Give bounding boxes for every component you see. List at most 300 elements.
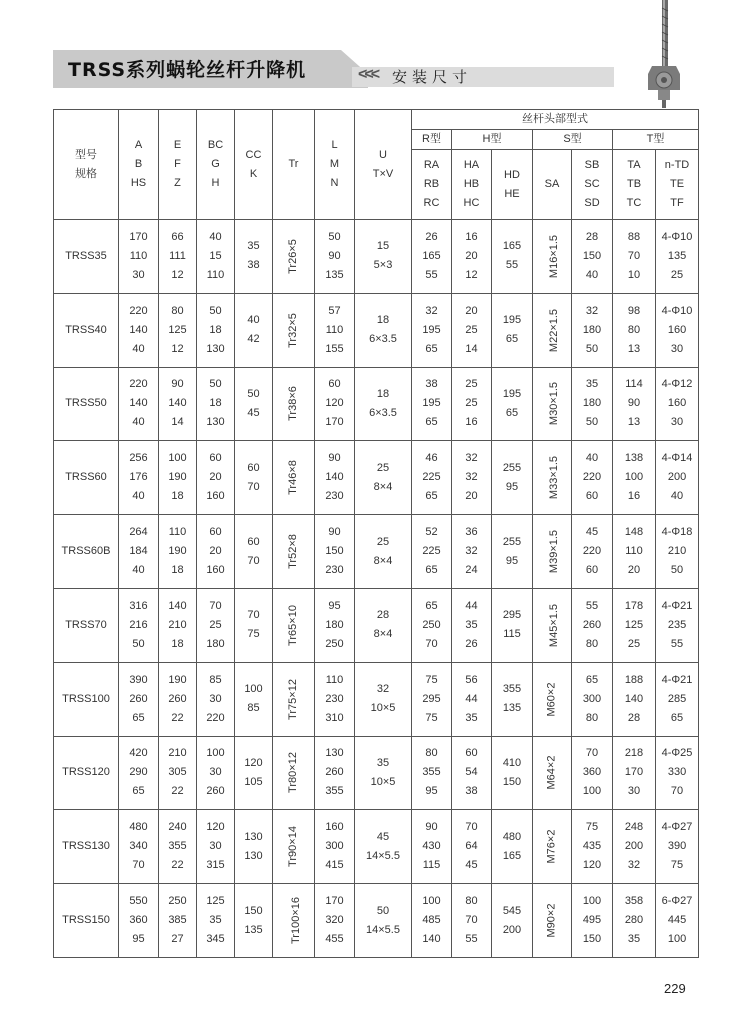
cell-value: 65 — [505, 333, 519, 346]
cell-value: 355 — [422, 766, 441, 779]
cell-value: 70 — [585, 747, 599, 760]
header-utv: U T×V — [355, 110, 412, 220]
cell-value: 12 — [171, 268, 184, 281]
table-row — [54, 588, 699, 662]
cell-value: 40 — [132, 564, 145, 577]
chevrons-icon: <<< — [358, 66, 378, 83]
table-row — [54, 293, 699, 367]
cell-value: 280 — [624, 914, 644, 927]
cell-value: 480 — [502, 830, 522, 843]
cell-utv — [355, 588, 412, 662]
cell-value: 60 — [247, 535, 260, 548]
cell-value: 75 — [247, 628, 260, 641]
cell-value: 285 — [667, 692, 687, 705]
cell-bcgh — [197, 662, 235, 736]
header-t1: TA TB TC — [613, 150, 656, 220]
cell-value: 340 — [129, 840, 148, 853]
cell-value: 28 — [627, 711, 641, 724]
cell-bcgh — [197, 588, 235, 662]
cell-sa-value: M22×1.5 — [548, 308, 561, 352]
cell-h1 — [452, 441, 492, 515]
cell-value: 480 — [129, 821, 148, 834]
cell-t2 — [656, 367, 699, 441]
cell-value: 35 — [465, 711, 478, 724]
cell-value: 20 — [209, 471, 222, 484]
cell-value: 65 — [132, 711, 145, 724]
cell-value: 14 — [465, 342, 478, 355]
cell-value: 310 — [325, 711, 344, 724]
cell-cck — [235, 736, 273, 810]
cell-h2 — [492, 367, 533, 441]
cell-abhs — [119, 736, 159, 810]
cell-value: 55 — [505, 259, 519, 272]
cell-value: 165 — [422, 249, 441, 262]
cell-value: 70 — [425, 637, 438, 650]
cell-value: 80 — [627, 323, 641, 336]
cell-value: 4-Φ27 — [661, 821, 693, 834]
cell-value: 65 — [132, 785, 145, 798]
cell-sa-value: M33×1.5 — [548, 456, 561, 500]
cell-tr — [273, 884, 315, 958]
cell-utv — [355, 441, 412, 515]
cell-value: 40 — [670, 490, 684, 503]
cell-value: 195 — [422, 323, 441, 336]
cell-value: 150 — [325, 545, 344, 558]
cell-value: 260 — [168, 692, 187, 705]
cell-value: 180 — [582, 323, 602, 336]
cell-cck — [235, 810, 273, 884]
cell-value: 200 — [667, 471, 687, 484]
cell-efz — [159, 293, 197, 367]
cell-value: 56 — [465, 673, 478, 686]
cell-value: 26 — [425, 230, 438, 243]
cell-value: 8×4 — [373, 480, 393, 493]
screw-jack-icon — [646, 0, 682, 108]
cell-value: 95 — [132, 933, 145, 946]
cell-value: 20 — [465, 249, 478, 262]
cell-r — [412, 367, 452, 441]
cell-value: 35 — [376, 756, 390, 769]
cell-value: 54 — [465, 766, 478, 779]
cell-abhs — [119, 810, 159, 884]
cell-value: 100 — [206, 747, 225, 760]
cell-value: 80 — [465, 895, 478, 908]
cell-r — [412, 810, 452, 884]
cell-t1 — [613, 367, 656, 441]
cell-cck — [235, 220, 273, 294]
cell-r — [412, 588, 452, 662]
cell-efz — [159, 588, 197, 662]
cell-h1 — [452, 367, 492, 441]
cell-value: 95 — [505, 554, 519, 567]
cell-value: 16 — [627, 490, 641, 503]
cell-tr — [273, 662, 315, 736]
cell-value: 40 — [132, 416, 145, 429]
model-cell: TRSS40 — [54, 293, 119, 367]
cell-value: 195 — [502, 387, 522, 400]
cell-value: 140 — [168, 397, 187, 410]
cell-r — [412, 884, 452, 958]
cell-value: 65 — [425, 342, 438, 355]
cell-value: 100 — [624, 471, 644, 484]
cell-lmn — [315, 810, 355, 884]
cell-efz — [159, 662, 197, 736]
cell-value: 14 — [171, 416, 184, 429]
cell-value: 125 — [624, 618, 644, 631]
cell-value: 32 — [376, 683, 390, 696]
cell-efz — [159, 220, 197, 294]
cell-value: 130 — [244, 830, 263, 843]
cell-value: 316 — [129, 599, 148, 612]
cell-value: 4-Φ25 — [661, 747, 693, 760]
cell-value: 60 — [209, 452, 222, 465]
cell-h1 — [452, 810, 492, 884]
cell-value: 18 — [376, 387, 390, 400]
cell-value: 218 — [624, 747, 644, 760]
cell-value: 105 — [244, 775, 263, 788]
cell-value: 125 — [168, 323, 187, 336]
cell-value: 75 — [670, 859, 684, 872]
cell-value: 30 — [209, 766, 222, 779]
cell-value: 250 — [168, 895, 187, 908]
cell-value: 15 — [209, 249, 222, 262]
cell-lmn — [315, 662, 355, 736]
cell-value: 35 — [627, 933, 641, 946]
cell-value: 80 — [585, 711, 599, 724]
cell-utv — [355, 220, 412, 294]
cell-value: 110 — [625, 545, 643, 558]
cell-lmn — [315, 515, 355, 589]
cell-s — [572, 441, 613, 515]
cell-value: 110 — [129, 249, 148, 262]
cell-value: 24 — [465, 564, 478, 577]
cell-lmn — [315, 884, 355, 958]
cell-bcgh — [197, 293, 235, 367]
header-t2: n-TD TE TF — [656, 150, 699, 220]
cell-value: 25 — [465, 378, 478, 391]
cell-s — [572, 810, 613, 884]
cell-value: 18 — [209, 323, 222, 336]
cell-value: 435 — [582, 840, 602, 853]
section-subtitle: 安装尺寸 — [392, 68, 473, 86]
cell-value: 75 — [585, 821, 599, 834]
cell-value: 22 — [171, 859, 184, 872]
model-cell: TRSS35 — [54, 220, 119, 294]
cell-value: 240 — [168, 821, 187, 834]
cell-utv — [355, 736, 412, 810]
cell-value: 190 — [168, 545, 187, 558]
subgroup-s: S型 — [533, 130, 613, 150]
cell-value: 30 — [670, 342, 684, 355]
cell-tr — [273, 515, 315, 589]
cell-value: 60 — [585, 490, 599, 503]
model-header: 型号 规格 — [54, 110, 119, 220]
cell-value: 70 — [627, 249, 641, 262]
cell-abhs — [119, 441, 159, 515]
header-group: 丝杆头部型式 — [412, 110, 699, 130]
cell-value: 305 — [168, 766, 187, 779]
cell-t1 — [613, 810, 656, 884]
subgroup-r: R型 — [412, 130, 452, 150]
cell-value: 60 — [328, 378, 341, 391]
cell-value: 170 — [129, 230, 148, 243]
cell-value: 230 — [325, 564, 344, 577]
cell-t1 — [613, 588, 656, 662]
cell-value: 70 — [465, 914, 478, 927]
cell-value: 46 — [425, 452, 438, 465]
cell-value: 188 — [624, 673, 644, 686]
cell-value: 25 — [627, 637, 641, 650]
cell-value: 65 — [425, 490, 438, 503]
cell-value: 195 — [422, 397, 441, 410]
cell-value: 390 — [667, 840, 687, 853]
cell-cck — [235, 588, 273, 662]
cell-value: 111 — [169, 249, 186, 262]
cell-r — [412, 441, 452, 515]
cell-value: 12 — [465, 268, 478, 281]
cell-value: 70 — [247, 480, 260, 493]
cell-value: 18 — [376, 314, 390, 327]
cell-tr-value: Tr38×6 — [286, 386, 299, 422]
cell-value: 230 — [325, 692, 344, 705]
cell-abhs — [119, 884, 159, 958]
cell-value: 20 — [465, 304, 478, 317]
cell-h1 — [452, 662, 492, 736]
cell-value: 420 — [129, 747, 148, 760]
cell-h2 — [492, 220, 533, 294]
cell-value: 42 — [247, 333, 260, 346]
cell-value: 195 — [502, 314, 522, 327]
cell-value: 27 — [171, 933, 184, 946]
cell-lmn — [315, 588, 355, 662]
table-row — [54, 810, 699, 884]
cell-value: 65 — [505, 406, 519, 419]
cell-t1 — [613, 884, 656, 958]
cell-value: 135 — [244, 923, 263, 936]
cell-value: 15 — [376, 240, 390, 253]
cell-value: 225 — [422, 545, 441, 558]
cell-value: 260 — [129, 692, 148, 705]
cell-value: 38 — [247, 259, 260, 272]
cell-h1 — [452, 293, 492, 367]
cell-value: 330 — [667, 766, 687, 779]
cell-value: 30 — [209, 692, 222, 705]
cell-value: 55 — [670, 637, 684, 650]
cell-value: 485 — [422, 914, 441, 927]
cell-tr-value: Tr46×8 — [286, 460, 299, 496]
cell-value: 295 — [422, 692, 441, 705]
cell-value: 315 — [206, 859, 225, 872]
cell-value: 345 — [206, 933, 225, 946]
cell-sa-value: M90×2 — [545, 903, 558, 938]
cell-t2 — [656, 441, 699, 515]
cell-value: 140 — [422, 933, 441, 946]
cell-value: 90 — [328, 249, 341, 262]
cell-value: 155 — [325, 342, 344, 355]
table-row — [54, 367, 699, 441]
cell-sa-value: M16×1.5 — [548, 234, 561, 278]
cell-value: 32 — [425, 304, 438, 317]
header-tr: Tr — [273, 110, 315, 220]
cell-value: 70 — [247, 609, 260, 622]
cell-value: 44 — [465, 692, 478, 705]
cell-value: 135 — [325, 268, 344, 281]
cell-value: 28 — [376, 609, 390, 622]
cell-abhs — [119, 515, 159, 589]
header-efz: E F Z — [159, 110, 197, 220]
cell-bcgh — [197, 441, 235, 515]
cell-value: 160 — [206, 564, 225, 577]
cell-value: 415 — [325, 859, 344, 872]
cell-t1 — [613, 515, 656, 589]
cell-value: 110 — [168, 526, 187, 539]
cell-value: 220 — [582, 545, 602, 558]
cell-value: 180 — [582, 397, 602, 410]
cell-value: 38 — [465, 785, 478, 798]
cell-value: 40 — [132, 490, 145, 503]
cell-lmn — [315, 293, 355, 367]
cell-value: 90 — [425, 821, 438, 834]
cell-lmn — [315, 220, 355, 294]
cell-value: 50 — [585, 416, 599, 429]
cell-efz — [159, 441, 197, 515]
cell-bcgh — [197, 515, 235, 589]
cell-value: 120 — [582, 859, 602, 872]
cell-tr-value: Tr90×14 — [287, 826, 299, 868]
cell-r — [412, 662, 452, 736]
cell-sa — [533, 588, 572, 662]
cell-value: 125 — [206, 895, 225, 908]
cell-value: 90 — [328, 526, 341, 539]
cell-value: 90 — [171, 378, 184, 391]
cell-value: 95 — [328, 599, 341, 612]
header-h1: HA HB HC — [452, 150, 492, 220]
cell-r — [412, 220, 452, 294]
header-sa: SA — [533, 150, 572, 220]
cell-t2 — [656, 736, 699, 810]
cell-efz — [159, 736, 197, 810]
cell-s — [572, 220, 613, 294]
cell-value: 100 — [667, 933, 687, 946]
cell-tr — [273, 588, 315, 662]
cell-t1 — [613, 441, 656, 515]
cell-value: 150 — [582, 249, 602, 262]
cell-value: 160 — [206, 490, 225, 503]
cell-value: 445 — [667, 914, 687, 927]
cell-value: 50 — [585, 342, 599, 355]
cell-value: 10×5 — [370, 775, 396, 788]
cell-value: 25 — [376, 535, 390, 548]
cell-sa — [533, 662, 572, 736]
cell-value: 160 — [667, 397, 687, 410]
cell-value: 355 — [502, 683, 522, 696]
cell-r — [412, 736, 452, 810]
cell-value: 150 — [502, 775, 522, 788]
cell-value: 80 — [585, 637, 599, 650]
cell-value: 35 — [209, 914, 222, 927]
cell-value: 57 — [328, 304, 341, 317]
cell-value: 180 — [325, 618, 344, 631]
cell-value: 64 — [465, 840, 478, 853]
header-lmn: L M N — [315, 110, 355, 220]
cell-value: 430 — [422, 840, 441, 853]
cell-r — [412, 515, 452, 589]
cell-value: 26 — [465, 637, 478, 650]
cell-value: 130 — [206, 416, 225, 429]
cell-value: 95 — [505, 480, 519, 493]
cell-value: 220 — [129, 304, 148, 317]
cell-value: 85 — [247, 702, 260, 715]
cell-value: 14×5.5 — [366, 923, 400, 936]
cell-value: 100 — [422, 895, 441, 908]
cell-value: 35 — [247, 240, 260, 253]
cell-utv — [355, 884, 412, 958]
cell-value: 50 — [132, 637, 145, 650]
cell-value: 410 — [502, 756, 522, 769]
cell-tr — [273, 736, 315, 810]
cell-value: 220 — [129, 378, 148, 391]
cell-value: 320 — [325, 914, 344, 927]
cell-s — [572, 293, 613, 367]
cell-value: 210 — [667, 545, 687, 558]
cell-tr — [273, 293, 315, 367]
model-cell: TRSS60 — [54, 441, 119, 515]
cell-value: 32 — [627, 859, 641, 872]
cell-value: 40 — [132, 342, 145, 355]
cell-sa — [533, 736, 572, 810]
cell-t2 — [656, 515, 699, 589]
cell-value: 110 — [206, 268, 225, 281]
cell-value: 300 — [582, 692, 602, 705]
subgroup-t: T型 — [613, 130, 699, 150]
cell-utv — [355, 810, 412, 884]
cell-value: 65 — [425, 599, 438, 612]
cell-value: 10 — [627, 268, 641, 281]
cell-value: 18 — [171, 637, 184, 650]
cell-tr-value: Tr100×16 — [290, 897, 302, 945]
cell-value: 16 — [465, 230, 478, 243]
cell-value: 115 — [503, 628, 521, 641]
cell-value: 25 — [376, 461, 390, 474]
cell-tr — [273, 220, 315, 294]
cell-value: 4-Φ14 — [661, 452, 693, 465]
cell-value: 495 — [582, 914, 602, 927]
cell-value: 45 — [247, 406, 260, 419]
cell-bcgh — [197, 220, 235, 294]
cell-value: 130 — [206, 342, 225, 355]
cell-value: 135 — [502, 702, 522, 715]
cell-h1 — [452, 588, 492, 662]
cell-sa — [533, 810, 572, 884]
cell-cck — [235, 293, 273, 367]
cell-value: 180 — [206, 637, 225, 650]
cell-value: 13 — [627, 342, 641, 355]
cell-value: 248 — [624, 821, 644, 834]
cell-value: 65 — [425, 416, 438, 429]
cell-value: 6×3.5 — [369, 406, 397, 419]
cell-value: 50 — [376, 904, 390, 917]
cell-value: 4-Φ10 — [661, 230, 693, 243]
cell-value: 14×5.5 — [366, 849, 400, 862]
cell-value: 50 — [247, 387, 260, 400]
table-row — [54, 441, 699, 515]
model-cell: TRSS70 — [54, 588, 119, 662]
cell-value: 250 — [325, 637, 344, 650]
cell-value: 30 — [132, 268, 145, 281]
cell-value: 75 — [425, 711, 438, 724]
cell-value: 200 — [502, 923, 522, 936]
cell-value: 170 — [325, 416, 344, 429]
